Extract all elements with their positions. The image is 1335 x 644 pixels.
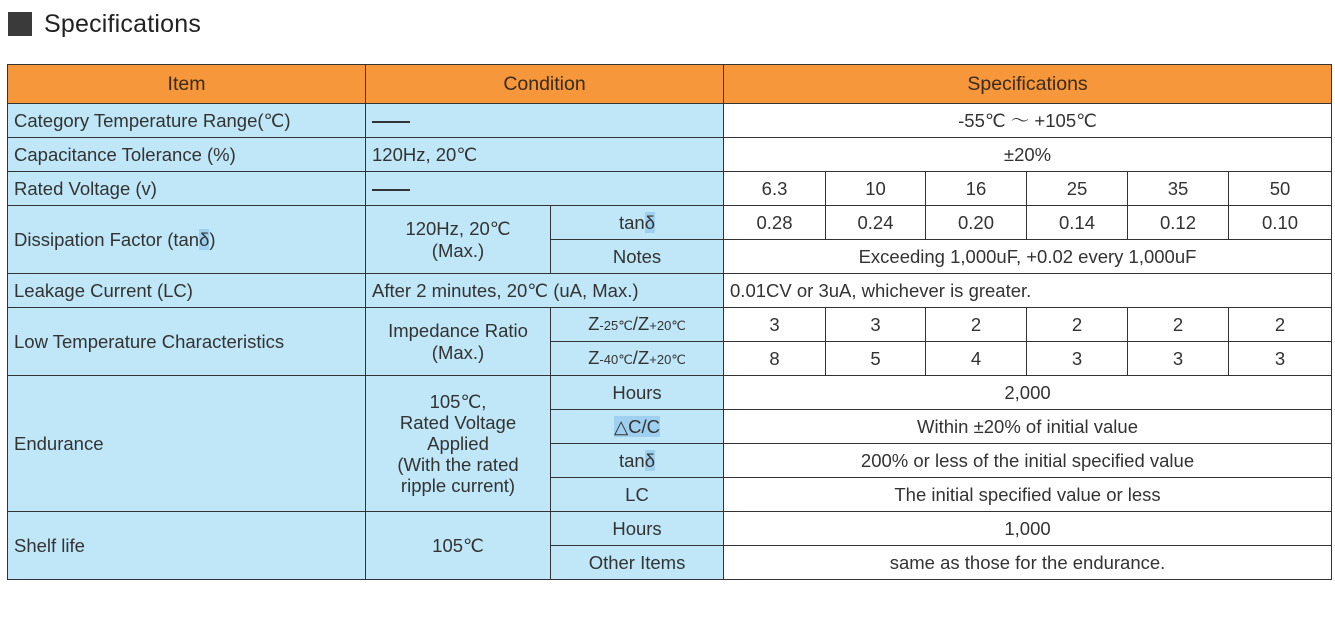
impedance-cell: 8 bbox=[724, 342, 826, 376]
sub-label: +20℃ bbox=[649, 317, 686, 333]
condition-cell bbox=[366, 308, 551, 376]
spec-cell: 2,000 bbox=[724, 376, 1332, 410]
item-cell: Capacitance Tolerance (%) bbox=[8, 138, 366, 172]
tan-value-cell: 0.10 bbox=[1229, 206, 1332, 240]
sub-label: +20℃ bbox=[649, 351, 686, 367]
sub-condition-cell: Hours bbox=[551, 512, 724, 546]
condition-line: ripple current) bbox=[400, 475, 516, 496]
tan-value-cell: 0.28 bbox=[724, 206, 826, 240]
voltage-cell: 16 bbox=[926, 172, 1027, 206]
voltage-cell: 6.3 bbox=[724, 172, 826, 206]
sub-label: tan bbox=[618, 449, 645, 471]
impedance-cell: 2 bbox=[1229, 308, 1332, 342]
condition-cell: 120Hz, 20℃ bbox=[366, 138, 724, 172]
table-row bbox=[8, 308, 1332, 342]
table-row bbox=[8, 138, 1332, 172]
item-cell: Leakage Current (LC) bbox=[8, 274, 366, 308]
spec-cell: 0.01CV or 3uA, whichever is greater. bbox=[724, 274, 1332, 308]
header-condition: Condition bbox=[366, 65, 724, 104]
spec-cell: Within ±20% of initial value bbox=[724, 410, 1332, 444]
condition-line: Applied bbox=[427, 433, 489, 454]
sub-condition-cell bbox=[551, 444, 724, 478]
sub-label: Z bbox=[588, 346, 600, 368]
delta-symbol: δ bbox=[644, 449, 656, 471]
sub-condition-cell bbox=[551, 206, 724, 240]
tan-value-cell: 0.20 bbox=[926, 206, 1027, 240]
impedance-cell: 3 bbox=[724, 308, 826, 342]
condition-cell bbox=[366, 376, 551, 512]
spec-cell: -55℃ ～ +105℃ bbox=[724, 104, 1332, 138]
tan-value-cell: 0.12 bbox=[1128, 206, 1229, 240]
table-row bbox=[8, 274, 1332, 308]
sub-condition-cell bbox=[551, 342, 724, 376]
impedance-cell: 3 bbox=[1128, 342, 1229, 376]
condition-cell: After 2 minutes, 20℃ (uA, Max.) bbox=[366, 274, 724, 308]
voltage-cell: 35 bbox=[1128, 172, 1229, 206]
tan-value-cell: 0.24 bbox=[826, 206, 926, 240]
sub-condition-cell: Other Items bbox=[551, 546, 724, 580]
item-cell: Shelf life bbox=[8, 512, 366, 580]
spec-cell: same as those for the endurance. bbox=[724, 546, 1332, 580]
impedance-cell: 3 bbox=[1027, 342, 1128, 376]
sub-label: Z bbox=[588, 312, 600, 334]
condition-cell bbox=[366, 172, 724, 206]
condition-line: 120Hz, 20℃ bbox=[405, 217, 511, 239]
impedance-cell: 2 bbox=[1128, 308, 1229, 342]
sub-label: tan bbox=[618, 211, 645, 233]
spec-cell: 1,000 bbox=[724, 512, 1332, 546]
table-row bbox=[8, 172, 1332, 206]
impedance-cell: 3 bbox=[826, 308, 926, 342]
item-cell: Category Temperature Range(℃) bbox=[8, 104, 366, 138]
delta-symbol: δ bbox=[199, 228, 210, 250]
header-specifications: Specifications bbox=[724, 65, 1332, 104]
item-cell bbox=[8, 206, 366, 274]
sub-label: △C/C bbox=[613, 415, 661, 437]
item-cell: Endurance bbox=[8, 376, 366, 512]
dash-icon bbox=[372, 121, 410, 123]
impedance-cell: 4 bbox=[926, 342, 1027, 376]
impedance-cell: 2 bbox=[926, 308, 1027, 342]
condition-line: Rated Voltage bbox=[399, 412, 517, 433]
spec-cell: The initial specified value or less bbox=[724, 478, 1332, 512]
sub-label: /Z bbox=[632, 346, 650, 368]
delta-symbol: δ bbox=[644, 211, 656, 233]
spec-cell: 200% or less of the initial specified value bbox=[724, 444, 1332, 478]
table-row bbox=[8, 512, 1332, 546]
specifications-table bbox=[7, 64, 1332, 580]
spec-cell: ±20% bbox=[724, 138, 1332, 172]
section-heading bbox=[8, 6, 201, 42]
condition-line: (Max.) bbox=[431, 341, 485, 363]
sub-condition-cell bbox=[551, 308, 724, 342]
square-bullet-icon bbox=[8, 12, 32, 36]
sub-condition-cell: Hours bbox=[551, 376, 724, 410]
sub-condition-cell: LC bbox=[551, 478, 724, 512]
impedance-cell: 5 bbox=[826, 342, 926, 376]
sub-label: -25℃ bbox=[599, 317, 633, 333]
voltage-cell: 50 bbox=[1229, 172, 1332, 206]
sub-condition-cell: Notes bbox=[551, 240, 724, 274]
sub-label: /Z bbox=[632, 312, 650, 334]
header-item: Item bbox=[8, 65, 366, 104]
table-row bbox=[8, 104, 1332, 138]
spec-cell: Exceeding 1,000uF, +0.02 every 1,000uF bbox=[724, 240, 1332, 274]
item-cell: Low Temperature Characteristics bbox=[8, 308, 366, 376]
item-cell: Rated Voltage (v) bbox=[8, 172, 366, 206]
condition-cell bbox=[366, 206, 551, 274]
table-row bbox=[8, 206, 1332, 240]
tan-value-cell: 0.14 bbox=[1027, 206, 1128, 240]
item-text: Dissipation Factor (tan bbox=[14, 228, 200, 250]
condition-line: (With the rated bbox=[397, 454, 519, 475]
condition-line: 105℃, bbox=[429, 391, 487, 412]
condition-cell: 105℃ bbox=[366, 512, 551, 580]
page-title: Specifications bbox=[44, 9, 202, 38]
dash-icon bbox=[372, 189, 410, 191]
sub-condition-cell bbox=[551, 410, 724, 444]
impedance-cell: 2 bbox=[1027, 308, 1128, 342]
voltage-cell: 10 bbox=[826, 172, 926, 206]
condition-line: (Max.) bbox=[431, 239, 485, 261]
table-row bbox=[8, 376, 1332, 410]
item-text: ) bbox=[209, 228, 216, 250]
condition-line: Impedance Ratio bbox=[388, 319, 528, 341]
condition-cell bbox=[366, 104, 724, 138]
header-row bbox=[8, 65, 1332, 104]
impedance-cell: 3 bbox=[1229, 342, 1332, 376]
sub-label: -40℃ bbox=[599, 351, 633, 367]
voltage-cell: 25 bbox=[1027, 172, 1128, 206]
